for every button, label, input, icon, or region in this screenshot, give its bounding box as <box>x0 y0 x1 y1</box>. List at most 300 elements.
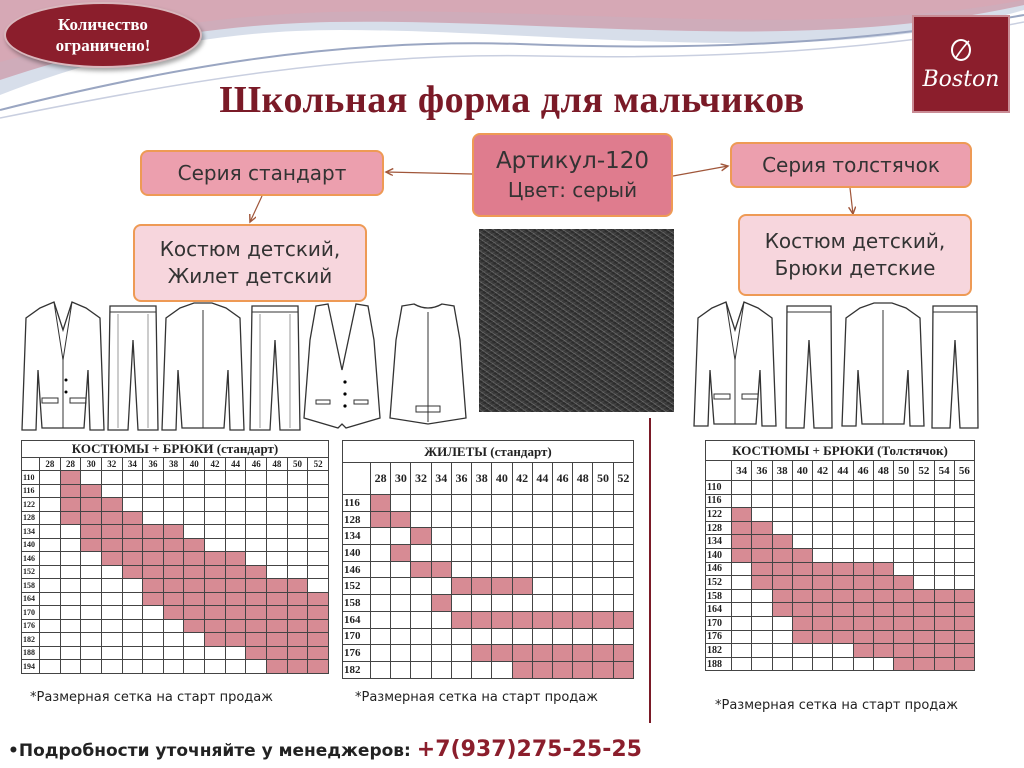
size-cell-available <box>371 511 391 528</box>
size-cell-empty <box>122 606 143 620</box>
size-column-header: 30 <box>81 458 102 471</box>
size-cell-empty <box>205 646 226 660</box>
size-cell-available <box>813 589 833 603</box>
size-cell-empty <box>40 511 61 525</box>
size-cell-available <box>246 633 267 647</box>
size-cell-empty <box>813 494 833 508</box>
size-cell-available <box>954 630 974 644</box>
table-row <box>22 498 329 512</box>
height-row-label: 110 <box>706 481 732 495</box>
size-cell-empty <box>512 595 532 612</box>
size-cell-empty <box>205 484 226 498</box>
size-cell-available <box>914 616 934 630</box>
size-cell-available <box>772 576 792 590</box>
height-row-label: 146 <box>343 561 371 578</box>
size-cell-available <box>184 592 205 606</box>
size-cell-empty <box>813 521 833 535</box>
size-cell-empty <box>492 661 512 678</box>
chubby-item-1: Костюм детский, <box>764 229 946 253</box>
size-cell-empty <box>246 471 267 485</box>
size-cell-empty <box>101 592 122 606</box>
size-cell-empty <box>573 561 593 578</box>
size-cell-empty <box>593 578 613 595</box>
size-cell-available <box>81 525 102 539</box>
size-cell-empty <box>732 481 752 495</box>
size-column-header: 50 <box>287 458 308 471</box>
size-cell-available <box>752 576 772 590</box>
footer-bullet: • <box>8 741 19 761</box>
size-column-header: 28 <box>60 458 81 471</box>
size-cell-empty <box>732 657 752 671</box>
phone-number[interactable]: +7(937)275-25-25 <box>416 737 642 762</box>
size-cell-available <box>752 562 772 576</box>
size-cell-available <box>101 552 122 566</box>
size-cell-available <box>512 611 532 628</box>
size-cell-empty <box>225 660 246 674</box>
size-cell-empty <box>391 661 411 678</box>
size-cell-empty <box>287 525 308 539</box>
size-cell-empty <box>391 611 411 628</box>
size-cell-available <box>894 589 914 603</box>
size-cell-empty <box>552 545 572 562</box>
size-cell-empty <box>451 511 471 528</box>
size-cell-available <box>894 603 914 617</box>
size-cell-available <box>81 538 102 552</box>
size-cell-empty <box>122 484 143 498</box>
size-cell-empty <box>613 545 633 562</box>
size-cell-empty <box>873 548 893 562</box>
size-note-chubby-suits: *Размерная сетка на старт продаж <box>715 698 958 713</box>
size-cell-available <box>772 535 792 549</box>
size-cell-empty <box>431 611 451 628</box>
height-row-label: 146 <box>22 552 40 566</box>
size-cell-available <box>431 561 451 578</box>
chubby-trousers-back-sketch <box>930 300 980 432</box>
size-cell-available <box>143 525 164 539</box>
size-column-header: 28 <box>371 463 391 495</box>
size-cell-empty <box>954 535 974 549</box>
size-cell-available <box>833 603 853 617</box>
size-cell-empty <box>853 521 873 535</box>
size-cell-available <box>163 538 184 552</box>
size-cell-empty <box>833 548 853 562</box>
size-cell-empty <box>914 562 934 576</box>
size-cell-empty <box>894 481 914 495</box>
size-column-header: 44 <box>225 458 246 471</box>
size-cell-empty <box>593 511 613 528</box>
size-cell-empty <box>732 562 752 576</box>
size-cell-empty <box>40 525 61 539</box>
table-row <box>22 484 329 498</box>
height-row-label: 158 <box>343 595 371 612</box>
size-cell-available <box>813 603 833 617</box>
size-cell-available <box>287 606 308 620</box>
size-cell-available <box>163 525 184 539</box>
size-cell-empty <box>371 578 391 595</box>
size-cell-empty <box>792 494 812 508</box>
size-column-header: 52 <box>308 458 329 471</box>
size-cell-empty <box>267 511 288 525</box>
size-cell-available <box>772 548 792 562</box>
size-column-header: 50 <box>894 461 914 481</box>
size-column-header: 42 <box>512 463 532 495</box>
size-cell-empty <box>934 576 954 590</box>
height-row-label: 128 <box>343 511 371 528</box>
size-cell-empty <box>894 548 914 562</box>
size-column-header: 34 <box>732 461 752 481</box>
size-cell-empty <box>246 484 267 498</box>
size-cell-empty <box>613 511 633 528</box>
size-note-standard-suits: *Размерная сетка на старт продаж <box>30 690 273 705</box>
size-cell-empty <box>451 628 471 645</box>
size-cell-available <box>873 644 893 658</box>
vest-back-sketch <box>388 300 468 432</box>
size-cell-empty <box>40 538 61 552</box>
size-cell-empty <box>732 576 752 590</box>
height-row-label: 176 <box>22 619 40 633</box>
size-cell-empty <box>772 630 792 644</box>
size-cell-empty <box>411 495 431 512</box>
height-row-label: 170 <box>343 628 371 645</box>
size-cell-empty <box>492 528 512 545</box>
size-cell-empty <box>122 471 143 485</box>
size-cell-empty <box>732 616 752 630</box>
standard-items-box <box>133 224 367 302</box>
size-cell-available <box>894 616 914 630</box>
size-column-header: 44 <box>532 463 552 495</box>
size-cell-empty <box>914 494 934 508</box>
size-table-standard-suits <box>21 440 329 674</box>
size-cell-empty <box>287 538 308 552</box>
size-cell-empty <box>772 494 792 508</box>
size-cell-available <box>60 498 81 512</box>
size-cell-empty <box>813 644 833 658</box>
size-cell-empty <box>573 545 593 562</box>
table-row <box>22 646 329 660</box>
size-cell-available <box>411 561 431 578</box>
height-row-label: 140 <box>343 545 371 562</box>
table-row <box>343 511 634 528</box>
height-row-label: 134 <box>343 528 371 545</box>
size-cell-empty <box>205 538 226 552</box>
size-cell-empty <box>451 645 471 662</box>
size-column-header: 46 <box>853 461 873 481</box>
size-cell-empty <box>792 535 812 549</box>
size-cell-empty <box>813 481 833 495</box>
size-cell-empty <box>914 521 934 535</box>
size-cell-empty <box>81 592 102 606</box>
size-cell-available <box>163 552 184 566</box>
table-row <box>706 494 975 508</box>
size-cell-empty <box>391 628 411 645</box>
size-cell-available <box>122 565 143 579</box>
size-cell-available <box>81 498 102 512</box>
size-cell-empty <box>833 535 853 549</box>
size-cell-available <box>954 644 974 658</box>
height-row-label: 164 <box>706 603 732 617</box>
size-cell-empty <box>954 481 974 495</box>
size-cell-empty <box>184 525 205 539</box>
size-cell-available <box>813 562 833 576</box>
size-cell-available <box>308 633 329 647</box>
size-cell-empty <box>954 548 974 562</box>
size-cell-available <box>451 611 471 628</box>
fabric-swatch <box>479 229 674 412</box>
size-cell-available <box>894 644 914 658</box>
size-cell-empty <box>914 576 934 590</box>
size-cell-empty <box>472 495 492 512</box>
size-cell-empty <box>101 619 122 633</box>
size-cell-available <box>267 619 288 633</box>
size-cell-available <box>752 521 772 535</box>
size-cell-empty <box>205 525 226 539</box>
size-cell-empty <box>81 565 102 579</box>
table-row <box>706 644 975 658</box>
size-cell-available <box>873 603 893 617</box>
height-row-label: 170 <box>22 606 40 620</box>
size-cell-available <box>267 660 288 674</box>
size-cell-empty <box>60 592 81 606</box>
size-cell-available <box>267 606 288 620</box>
standard-item-2: Жилет детский <box>167 264 333 288</box>
size-cell-empty <box>431 528 451 545</box>
size-cell-available <box>143 538 164 552</box>
size-cell-empty <box>246 525 267 539</box>
size-cell-available <box>954 616 974 630</box>
divider-line <box>649 418 651 723</box>
size-cell-available <box>512 661 532 678</box>
table-row <box>22 552 329 566</box>
size-cell-empty <box>143 484 164 498</box>
height-row-label: 170 <box>706 616 732 630</box>
size-column-header: 32 <box>411 463 431 495</box>
size-cell-empty <box>391 578 411 595</box>
size-cell-available <box>613 661 633 678</box>
size-cell-empty <box>732 630 752 644</box>
size-cell-available <box>225 633 246 647</box>
size-cell-empty <box>472 628 492 645</box>
size-cell-empty <box>371 545 391 562</box>
size-cell-empty <box>287 552 308 566</box>
size-cell-available <box>246 579 267 593</box>
size-cell-empty <box>81 646 102 660</box>
size-cell-empty <box>163 471 184 485</box>
size-cell-empty <box>391 595 411 612</box>
size-cell-empty <box>532 528 552 545</box>
size-column-header: 36 <box>451 463 471 495</box>
size-cell-available <box>308 660 329 674</box>
size-cell-empty <box>267 471 288 485</box>
size-cell-empty <box>472 511 492 528</box>
size-cell-empty <box>81 471 102 485</box>
size-cell-empty <box>391 561 411 578</box>
size-cell-available <box>552 661 572 678</box>
height-row-label: 122 <box>706 508 732 522</box>
size-cell-empty <box>411 578 431 595</box>
size-cell-available <box>934 603 954 617</box>
footer-contact <box>8 737 642 762</box>
size-cell-empty <box>163 484 184 498</box>
size-cell-available <box>552 645 572 662</box>
size-table-title: КОСТЮМЫ + БРЮКИ (Толстячок) <box>706 441 975 461</box>
size-cell-empty <box>60 619 81 633</box>
size-cell-available <box>101 498 122 512</box>
table-row <box>706 535 975 549</box>
size-cell-empty <box>792 521 812 535</box>
size-cell-empty <box>287 565 308 579</box>
table-row <box>706 657 975 671</box>
size-cell-available <box>205 619 226 633</box>
size-cell-empty <box>267 565 288 579</box>
size-cell-empty <box>934 508 954 522</box>
size-cell-empty <box>772 616 792 630</box>
size-cell-empty <box>267 552 288 566</box>
size-cell-empty <box>431 661 451 678</box>
table-row <box>706 603 975 617</box>
size-cell-available <box>81 511 102 525</box>
size-header-corner <box>343 463 371 495</box>
size-cell-empty <box>101 484 122 498</box>
size-cell-available <box>954 657 974 671</box>
size-cell-empty <box>934 548 954 562</box>
size-cell-empty <box>894 508 914 522</box>
size-cell-empty <box>143 498 164 512</box>
size-cell-empty <box>122 660 143 674</box>
size-header-corner <box>706 461 732 481</box>
size-column-header: 48 <box>267 458 288 471</box>
height-row-label: 152 <box>22 565 40 579</box>
size-cell-empty <box>163 646 184 660</box>
size-cell-available <box>732 535 752 549</box>
size-cell-empty <box>391 645 411 662</box>
table-row <box>22 538 329 552</box>
size-cell-empty <box>246 660 267 674</box>
size-cell-empty <box>532 495 552 512</box>
series-standard-label <box>140 150 384 196</box>
size-cell-available <box>792 548 812 562</box>
size-cell-empty <box>122 498 143 512</box>
size-cell-empty <box>472 545 492 562</box>
size-cell-empty <box>163 511 184 525</box>
size-cell-available <box>225 552 246 566</box>
table-row <box>706 589 975 603</box>
size-cell-empty <box>492 545 512 562</box>
size-cell-empty <box>873 657 893 671</box>
page-title: Школьная форма для мальчиков <box>219 79 805 121</box>
size-cell-empty <box>613 561 633 578</box>
size-cell-empty <box>813 508 833 522</box>
size-cell-empty <box>752 494 772 508</box>
size-cell-available <box>573 661 593 678</box>
size-cell-available <box>308 646 329 660</box>
size-cell-empty <box>833 657 853 671</box>
size-cell-empty <box>431 511 451 528</box>
size-cell-available <box>122 511 143 525</box>
size-cell-available <box>914 589 934 603</box>
size-cell-empty <box>593 495 613 512</box>
size-cell-available <box>934 657 954 671</box>
size-cell-available <box>813 630 833 644</box>
size-cell-empty <box>101 606 122 620</box>
size-cell-empty <box>792 657 812 671</box>
size-cell-empty <box>163 660 184 674</box>
size-cell-empty <box>512 495 532 512</box>
size-cell-empty <box>954 494 974 508</box>
size-cell-empty <box>451 561 471 578</box>
size-cell-empty <box>833 644 853 658</box>
size-cell-empty <box>772 508 792 522</box>
size-cell-available <box>593 611 613 628</box>
height-row-label: 176 <box>343 645 371 662</box>
table-row <box>343 661 634 678</box>
size-cell-available <box>287 592 308 606</box>
size-column-header: 52 <box>914 461 934 481</box>
height-row-label: 152 <box>706 576 732 590</box>
size-cell-empty <box>308 579 329 593</box>
size-cell-available <box>287 660 308 674</box>
size-column-header: 34 <box>122 458 143 471</box>
size-cell-empty <box>894 521 914 535</box>
size-cell-empty <box>792 644 812 658</box>
size-cell-available <box>833 562 853 576</box>
size-cell-empty <box>371 528 391 545</box>
height-row-label: 182 <box>22 633 40 647</box>
size-cell-available <box>833 589 853 603</box>
size-cell-empty <box>60 606 81 620</box>
size-cell-empty <box>60 660 81 674</box>
size-cell-empty <box>101 471 122 485</box>
size-cell-empty <box>205 660 226 674</box>
size-cell-available <box>205 552 226 566</box>
size-cell-empty <box>552 511 572 528</box>
size-cell-empty <box>225 484 246 498</box>
size-cell-empty <box>813 657 833 671</box>
size-cell-available <box>163 606 184 620</box>
size-cell-available <box>492 645 512 662</box>
size-cell-empty <box>40 484 61 498</box>
size-cell-empty <box>752 630 772 644</box>
size-cell-empty <box>472 661 492 678</box>
table-row <box>22 592 329 606</box>
size-cell-available <box>472 578 492 595</box>
size-cell-empty <box>267 525 288 539</box>
size-cell-empty <box>267 538 288 552</box>
size-column-header: 46 <box>246 458 267 471</box>
size-cell-empty <box>81 660 102 674</box>
size-cell-empty <box>411 545 431 562</box>
size-cell-empty <box>287 498 308 512</box>
size-cell-available <box>613 645 633 662</box>
height-row-label: 158 <box>22 579 40 593</box>
table-row <box>343 528 634 545</box>
size-cell-empty <box>308 538 329 552</box>
size-cell-empty <box>205 498 226 512</box>
size-cell-empty <box>122 579 143 593</box>
size-cell-available <box>833 616 853 630</box>
series-chubby-text: Серия толстячок <box>762 152 940 177</box>
size-cell-empty <box>853 481 873 495</box>
size-cell-empty <box>143 619 164 633</box>
size-cell-empty <box>492 595 512 612</box>
size-note-standard-vests: *Размерная сетка на старт продаж <box>355 690 598 705</box>
height-row-label: 182 <box>343 661 371 678</box>
size-cell-empty <box>411 645 431 662</box>
table-row <box>22 660 329 674</box>
size-cell-empty <box>853 657 873 671</box>
size-cell-available <box>772 603 792 617</box>
size-cell-available <box>873 562 893 576</box>
size-cell-empty <box>308 511 329 525</box>
